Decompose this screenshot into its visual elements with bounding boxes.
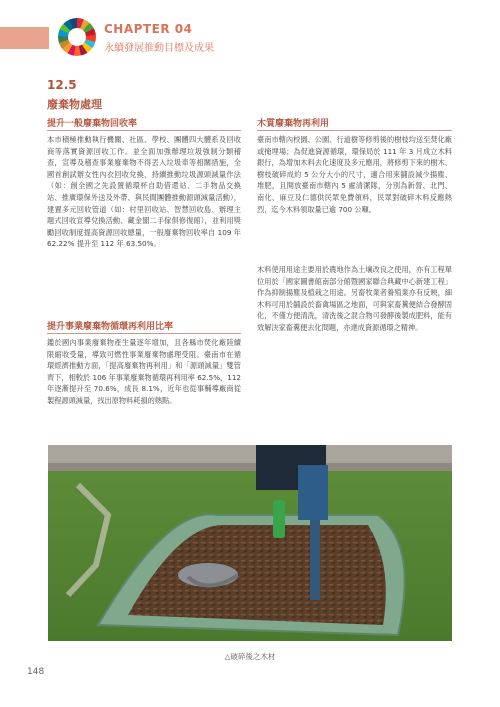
page-number: 148: [27, 667, 45, 677]
section-title: 廢棄物處理: [47, 98, 102, 111]
paragraph-general-waste: 本市積極推動執行機關、社區、學校、團體四大體系及回收商等落實資源回收工作。並全面加強辦理垃圾強制分類稽查，宣導及稽查事業廢棄物不得丟入垃圾車等相關措施，全國首創試辦女性內衣回收兌換，持續推動垃圾源頭減量作法（如：創全國之先設置循環杯自助借還站、二手物品交換站、推廣環保外送及外帶、與民間團體推動源頭減量活動），建置多元回收管道（如：村里回收站、智慧回收島、辦理主題式回收宣導兌換活動、藏金閣二手傢俱修復館），並利用獎勵回收制度提高資源回收總量，一般廢棄物回收率自 109 年 62.22% 提升至 112 年 63.50%。: [47, 135, 241, 249]
heading-underline: [47, 130, 241, 131]
heading-general-waste-recycling: 提升一般廢棄物回收率: [47, 119, 138, 129]
photo-caption: △破碎後之木材: [224, 652, 276, 661]
chapter-label: CHAPTER 04: [104, 22, 193, 36]
chapter-subtitle: 永續發展推動目標及成果: [104, 43, 214, 54]
photo-shredded-wood: [48, 445, 452, 641]
heading-underline: [257, 130, 452, 131]
paragraph-wood-bank: 臺南市轄內校園、公園、行道樹等修剪後的樹枝均送至焚化廠或掩埋場；為促進資源循環，環保局於 111 年 3 月成立木料銀行，為增加木料去化速度及多元應用，將修剪下來的樹木、樹枝破碎成約 5 公分大小的尺寸，適合用來舖設減少揚塵、堆肥，且開放臺南市轄內 5 處清潔隊，分別為新營、北門、南化、麻豆及仁德供民眾免費領料，民眾對破碎木料反應熱烈，迄今木料領取量已逾 700 公噸。: [257, 135, 452, 214]
section-number: 12.5: [47, 78, 77, 92]
heading-underline: [47, 333, 241, 334]
sdg-wheel-logo: [58, 18, 96, 56]
paragraph-business-waste: 鑑於國內事業廢棄物產生量逐年增加，且各縣市焚化廠陸續限縮收受量，導致可燃性事業廢棄物處理受阻。臺南市在循環經濟推動方面，「提高廢棄物再利用」和「源頭減量」雙管齊下，相較於 106 年事業廢棄物循環再利用率 62.5%，112 年逐漸提升至 70.6%，成長 8.1%，近年也從事輔導廠商從製程源頭減量，找出原物料耗損的熱點。: [47, 338, 241, 405]
paragraph-wood-usage: 木料使用用途主要用於農地作為土壤改良之使用，亦有工程單位用於「國家圖書館南部分館暨國家聯合典藏中心新建工程」作為抑制揚塵及植栽之用途。另畜牧業者養殖業亦有反映，細木料可用於舖設於畜禽場區之地面，可與家畜糞便結合發酵固化，不僅方便清洗，清洗後之混合物可發酵後製成肥料，能有效解決家畜糞便去化問題，亦達成資源循環之精神。: [257, 265, 452, 332]
heading-business-waste-reuse: 提升事業廢棄物循環再利用比率: [47, 322, 174, 332]
heading-wood-waste-reuse: 木質廢棄物再利用: [257, 119, 330, 129]
header-color-band: [0, 27, 49, 49]
